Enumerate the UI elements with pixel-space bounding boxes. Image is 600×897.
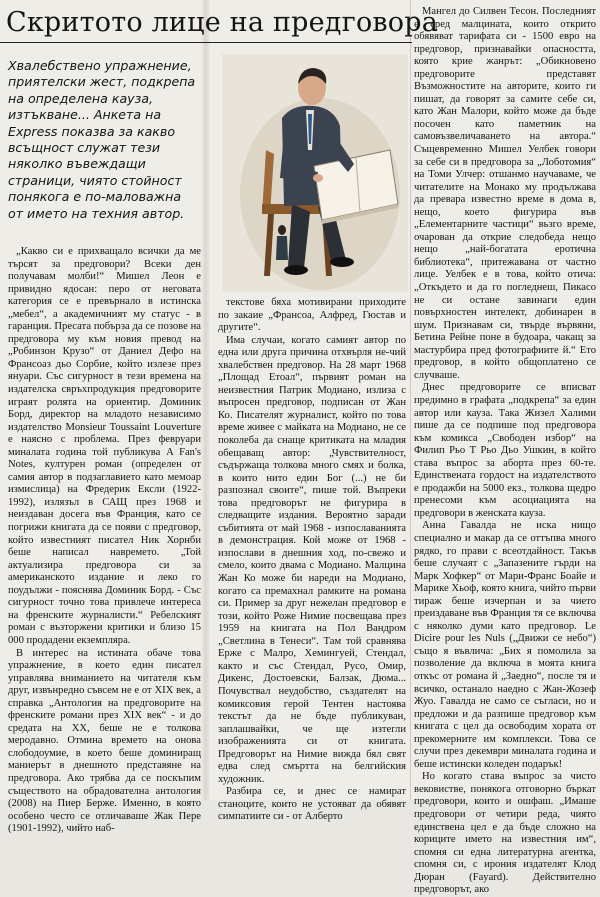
paragraph: Днес предговорите се вписват предимно в графата „подкрепа“ за един автор или кауза. Така Жизел Халими пише да се подпише под предговора към комикса „Свободен избор“ на Филип Рьо Т Рьо Дьо Ушкин, в който става въпрос за аборта през 60-те. Единствената гордост на издателството е продажби на 5000 екз., толкова щедро пренесоми към асоциацията на предговори в женската каузa. — [414, 382, 596, 519]
paragraph: Анна Гавалда не иска нищо специално и макар да се оттъпва много рядко, го прави с всеотдайност. Такъв беше случаят с „Запазените гърди на Марк Хофкер“ от Мари-Франс Боайе и Марике Хьоф, която книга, чийто първи тираж беше изчерпан и за чието преиздаване във Франция тя се включва с няколко думи като предговор. Le Dicire pour les Nuls („Движи се небо“) също я въвлича: „Бих я помолила за позволение да включа в моята книга откъс от романа й „Заедно“, после тя и всичко, останало наедно с Жан-Жозеф Жуо. Гавалда не само се съгласи, но и предложи и да разпише предговор към книгата с цел да освободим хората от прекомерните им комплекси. Това се случи през декември миналата година и беше истински коледен подарък! — [414, 520, 596, 770]
paragraph: В интерес на истината обаче това упражнение, в което един писател управлява вниманието на читателя към друг, извънредно съвсем не е от XIX век, а справка „Антология на предговорите на френските романи през XIX век“ - и до средата на XX, беше не е толкова мерoдавно. Отмина времето на онова слободоумие, в което беше доминиращ маниерът в днешното представяне на предговора. Ако трябва да се поскъпим съществото на обрадователна антология (2008) на Пиер Берже. Именно, в която особено често се отличаваше Жак Пере (1901-1992), чийто наб- — [8, 647, 201, 835]
page-gutter — [201, 0, 211, 800]
text-column-right — [414, 6, 596, 896]
text-column-middle — [218, 297, 406, 823]
paragraph: Мангел до Силвен Тесон. Последният е сред малцината, които открито обявяват тарифата си - 1500 евро на предговор, признавайки опасността, която крие жанрът: „Обикновено предговорите представят Възможностите на авторите, които ги пишат, да говорят за самите себе си, като Жан Малори, който може да бъде посочен като паметник на самовъзвеличаването на автора.“ Същевременно Мишел Уелбек говори за себе си в предговора за „Лоботомия“ на Томи Улчер: отшанмо научаваме, че читателите на Монако му продължава да превара известно време в дома в, нещо, което фигурира във „Елементарните частици“ вьзго време, очарован да открие следобеда нещо нещо „най-богатата еротична библиотека“, притежавана от частно лице. Уелбек е в това, който отича: „Откъдето и да го погледнеш, Пикасо не си остане завинаги един повърхностен интелект, добинарен в шум. Признавам си, твърде вървяни, Бетина Рейне поне в будоара, чакащ за мастурбира пред фотографиите й.“ Ето предговор, в който общоплатено се случваше. — [414, 6, 596, 381]
paragraph: Разбира се, и днес се намират станоците, които не устояват да обявят симпатиите си - от Алберто — [218, 786, 406, 823]
column-rule — [410, 0, 411, 800]
article-title: Скритото лице на предговора — [6, 7, 439, 38]
paragraph: текстове бяха мотивирани приходите по закаие „Франсоа, Алфред, Гюстав и другите“. — [218, 297, 406, 334]
paragraph: Но когато става въпрос за чисто вековистве, понякога отговорно бъркат предговори, които и ошфаш. „Имаше предговори от четири реда, чиято единствена цел е да бъде сложно на кориците името на известния им“, спомня си една литературна агентка, спомня си, с ирония издателят Клод Дюран (Fayard). Действително предговорът, ако — [414, 771, 596, 896]
text-column-left — [8, 246, 201, 835]
paragraph: Има случаи, когато самият автор по една или друга причина отхвърля не-чий хвалебствен предговор. На 28 март 1968 „Площад Етоал“, първият роман на неизвестния Патрик Модиано, излиза с въпросен предговор, подписан от Жан Ко. Писателят журналист, който по това време живее с майката на Модиано, не се поколеба да снаще критиката на младия обещаващ автор: „Чувствителност, съдържаща толкова много смях и болка, в които нито един Бог (...) не би разпознал своите“, пише той. Въпреки това предговорът не фигурира в следващите издания. Вероятно заради събитията от май 1968 - изпославанията в демонстрация. Кой може от 1968 - изпослави в днешния ход, по-свежо и смело, които двама с Модиано. Малцина Жан Ко може би нареди на Модиано, когато са премахнал рамките на романа си. Пример за друг нежелан предговор е този, който Роже Нимие посвещава през 1959 на книгата на Пол Вандром „Светлина в Тенеси“. Там той сравнява Ерже с Малро, Хемингуей, Стендал, както и със Стендал, Русо, Омир, Дикенс, Достоевски, Балзак, Дюма... Почувствал неудобство, създателят на комиксовия герой Тентен настоява текстът да не бъде публикуван, заплашвайки, че ще изтегли изображенията си от книгата. Предговорът на Нимие вижда бял свят едва след смъртта на белгийския художник. — [218, 334, 406, 785]
illustration-man-with-book — [222, 54, 408, 292]
paragraph: „Какво си е прихващало всички да ме търсят за предговори? Всеки ден получавам молби!“ Мишел Леон е привидно ядосан: перо от неговата категория се е превърнало в истинска „мебел“, а академичният му статус - в гаранция. Пресата побърза да се позове на предговора му към новия превод на „Робинзон Крузо“ от Даниел Дефо на Франсоаз дьо Сорбие, който излезе през януари. Със сигурност в тези времена на издателска свръхпродукция предговорите играят ролята на ориентир. Доминик Борд, директор на младото независимо издателство Monsieur Toussaint Louverture е наясно с проблема. През февруари миналата година той публикува A Fan's Notes, културен роман (определен от самия автор в подзаглавието като мемоар измислица) на Фредерик Ексли (1922-1992), излязъл в САЩ през 1968 и неиздаван досега във Франция, като се погрижи книгата да се появи с предговор, който известният писател Ник Хорнби беше написал навремето. „Той актуализира предговора си за американското издание и леко го поудължи - пояснява Доминик Борд. - Със сигурност точно това привлече интереса на френските журналисти.“ Ребелският роман с възторжени критики и близо 15 000 продадени екземпляра. — [8, 246, 201, 646]
title-underline — [0, 42, 412, 43]
article-lead: Хвалебствено упражнение, приятелски жест, подкрепа на определена кауза, изтъкване... Анкета на Express показва за какво всъщност служат тези няколко въвеждащи страници, чиято стойност понякога е по-маловажна от името на техния автор. — [8, 58, 196, 221]
